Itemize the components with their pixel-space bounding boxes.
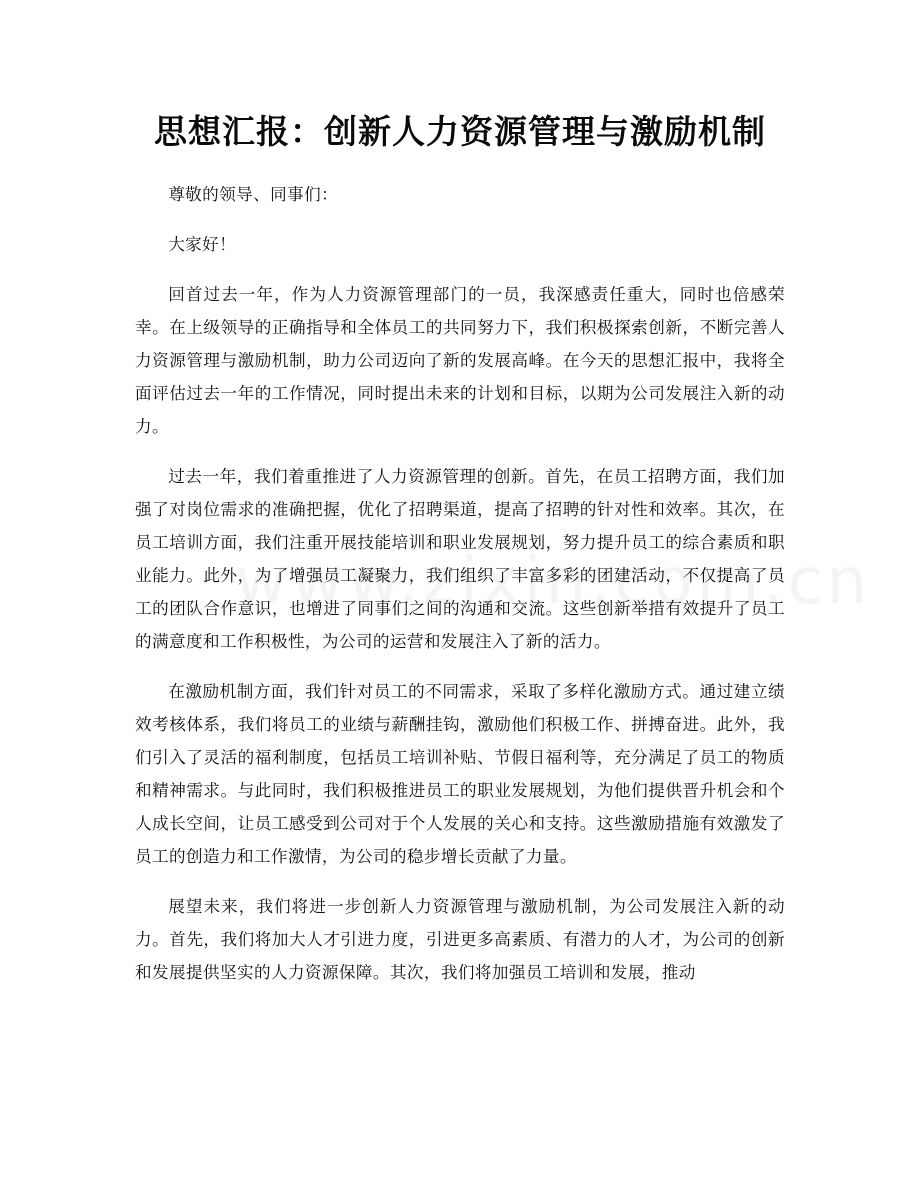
document-body <box>135 178 785 1006</box>
paragraph-1: 回首过去一年，作为人力资源管理部门的一员，我深感责任重大，同时也倍感荣幸。在上级领导的正确指导和全体员工的共同努力下，我们积极探索创新，不断完善人力资源管理与激励机制，助力公司迈向了新的发展高峰。在今天的思想汇报中，我将全面评估过去一年的工作情况，同时提出未来的计划和目标，以期为公司发展注入新的动力。 <box>135 285 785 436</box>
paragraph-4: 展望未来，我们将进一步创新人力资源管理与激励机制，为公司发展注入新的动力。首先，我们将加大人才引进力度，引进更多高素质、有潜力的人才，为公司的创新和发展提供坚实的人力资源保障。其次，我们将加强员工培训和发展，推动 <box>135 897 785 982</box>
salutation-line: 大家好！ <box>168 235 237 254</box>
paragraph-2: 过去一年，我们着重推进了人力资源管理的创新。首先，在员工招聘方面，我们加强了对岗位需求的准确把握，优化了招聘渠道，提高了招聘的针对性和效率。其次，在员工培训方面，我们注重开展技能培训和职业发展规划，努力提升员工的综合素质和职业能力。此外，为了增强员工凝聚力，我们组织了丰富多彩的团建活动，不仅提高了员工的团队合作意识，也增进了同事们之间的沟通和交流。这些创新举措有效提升了员工的满意度和工作积极性，为公司的运营和发展注入了新的活力。 <box>135 467 785 651</box>
paragraph-3: 在激励机制方面，我们针对员工的不同需求，采取了多样化激励方式。通过建立绩效考核体系，我们将员工的业绩与薪酬挂钩，激励他们积极工作、拼搏奋进。此外，我们引入了灵活的福利制度，包括员工培训补贴、节假日福利等，充分满足了员工的物质和精神需求。与此同时，我们积极推进员工的职业发展规划，为他们提供晋升机会和个人成长空间，让员工感受到公司对于个人发展的关心和支持。这些激励措施有效激发了员工的创造力和工作激情，为公司的稳步增长贡献了力量。 <box>135 682 785 866</box>
document-title: 思想汇报：创新人力资源管理与激励机制 <box>154 112 766 151</box>
greeting-line: 尊敬的领导、同事们： <box>168 185 339 204</box>
